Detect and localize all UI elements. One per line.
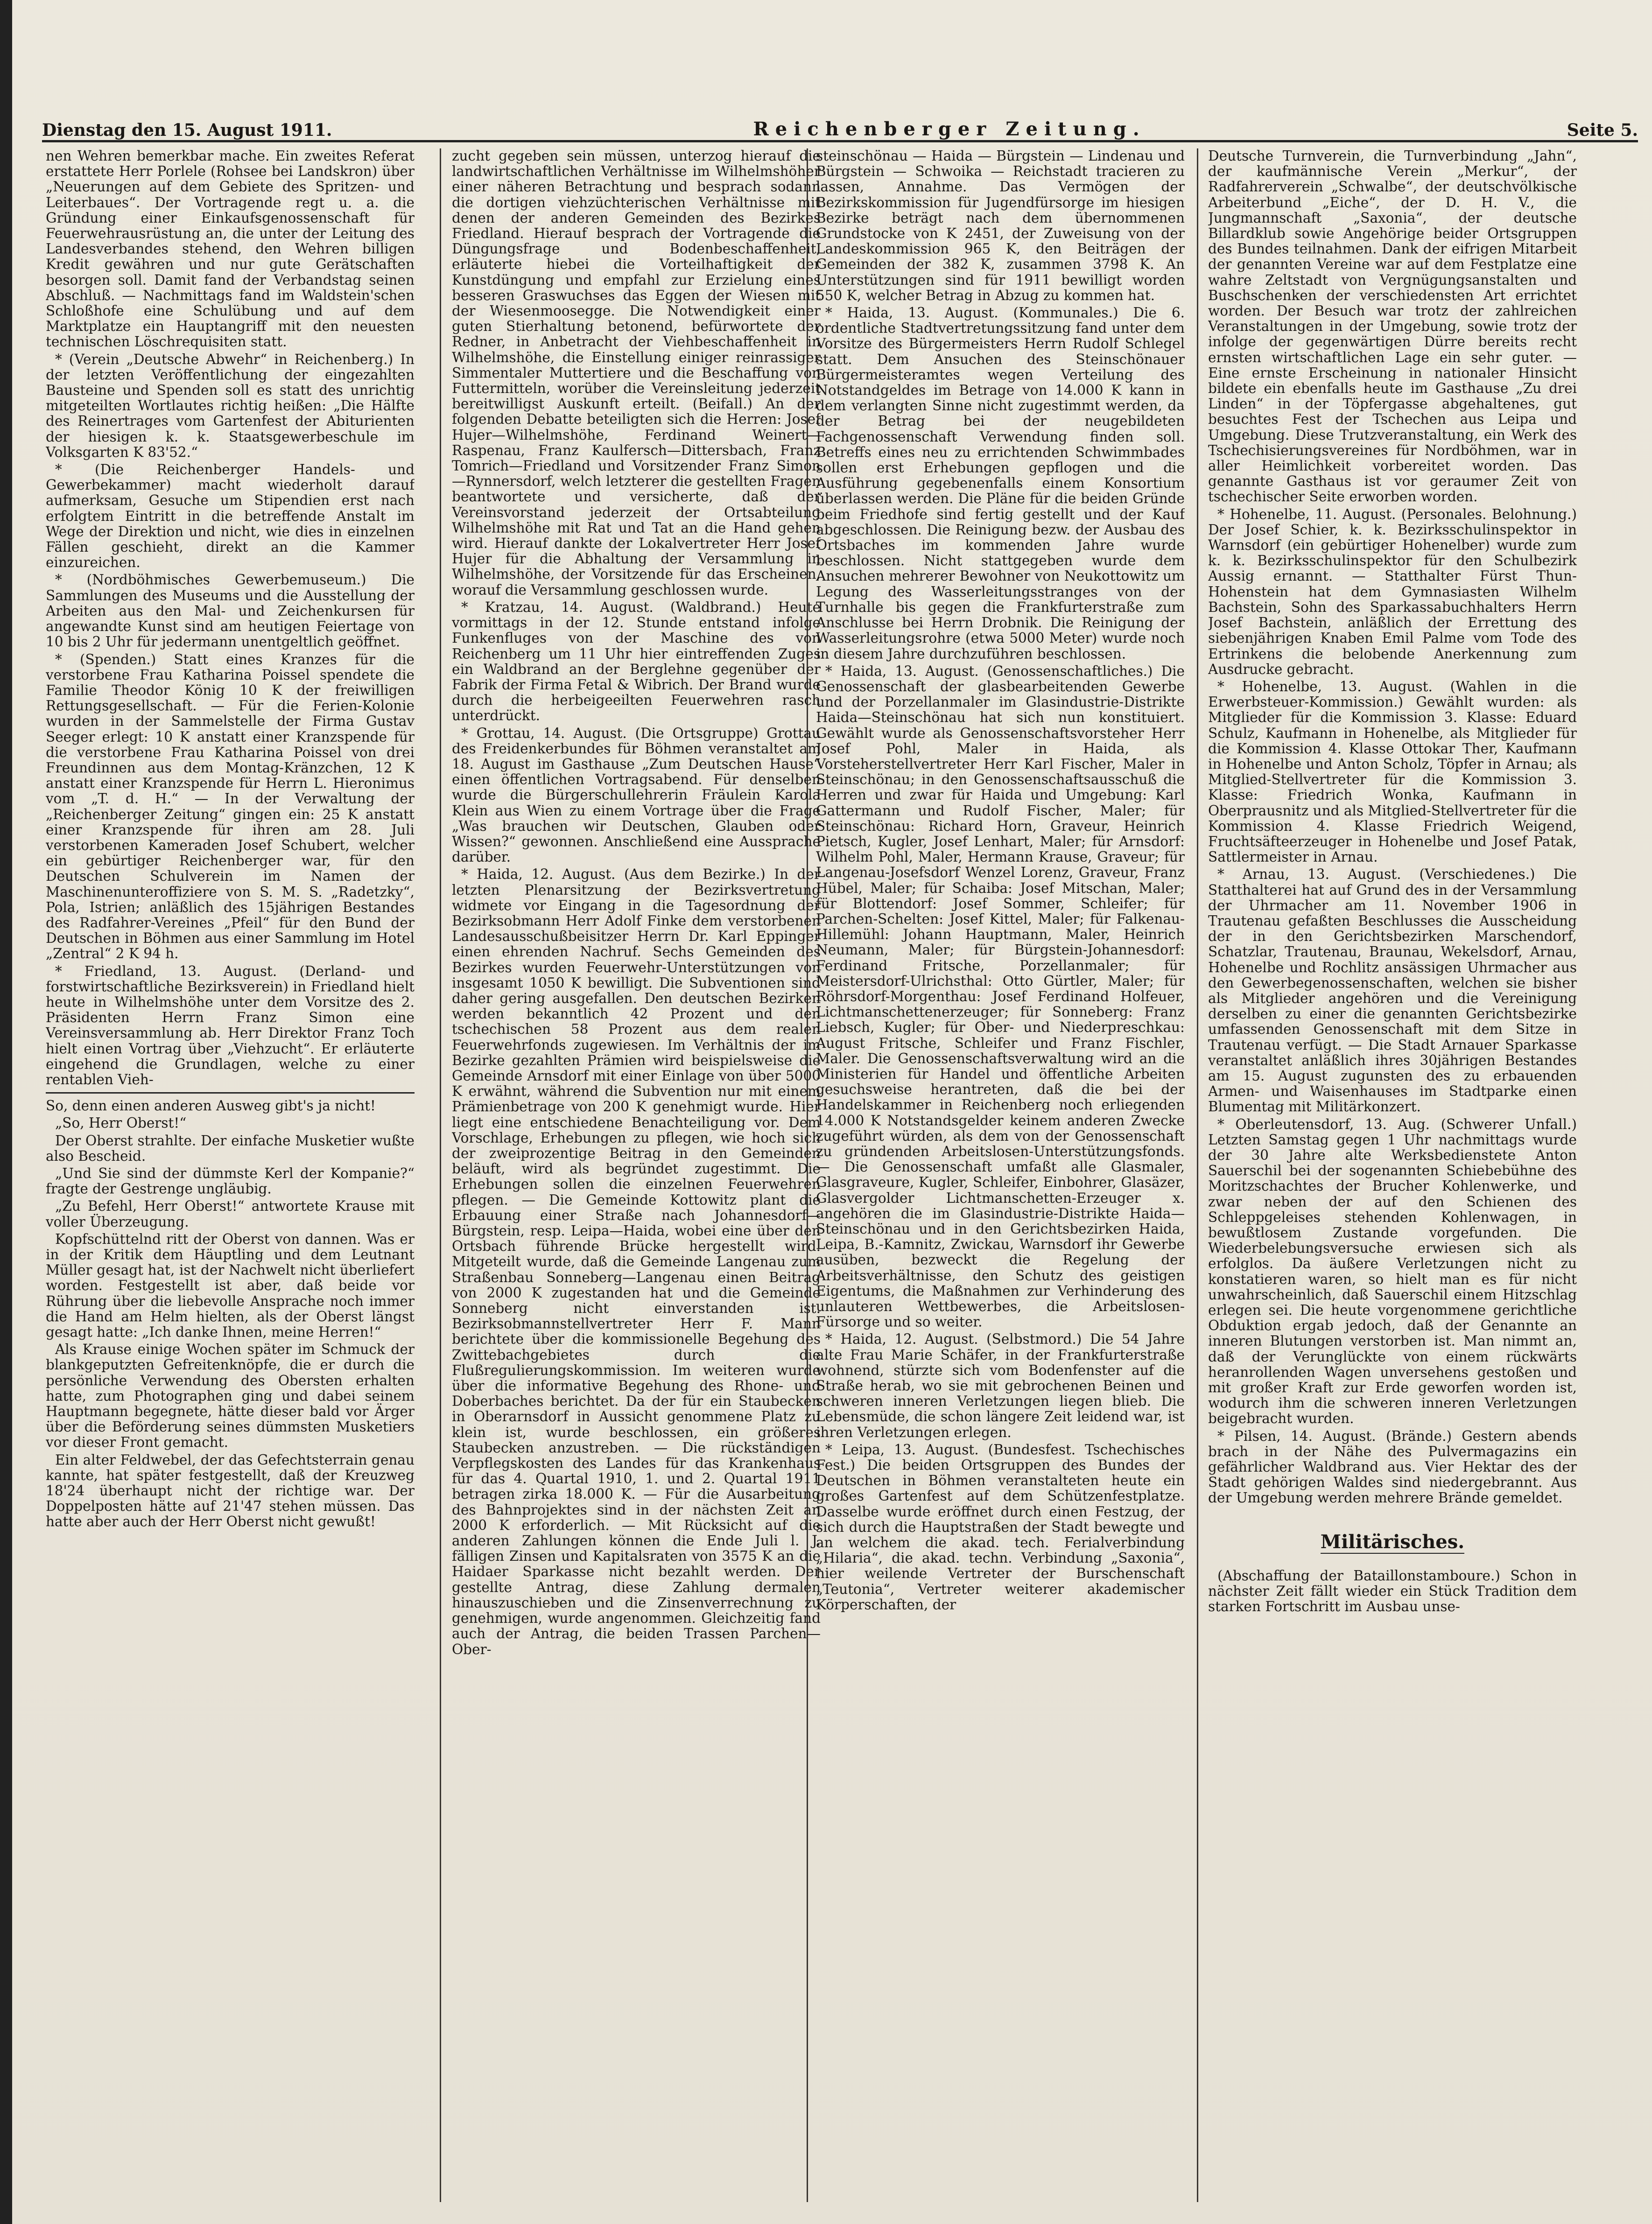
article-paragraph: * (Verein „Deutsche Abwehr“ in Reichenberg.) In der letzten Veröffentlichung der eingezahlten Bausteine und Spenden soll es statt des unrichtig mitgeteilten Wortlautes richtig heißen: „Die Hälfte des Reinertrages vom Gartenfest der Abiturienten der hiesigen k. k. Staatsgewerbeschule im Volksgarten K 83'52.“: [46, 351, 415, 460]
article-paragraph: steinschönau — Haida — Bürgstein — Lindenau und Bürgstein — Schwoika — Reichstadt tracieren zu lassen, Annahme. Das Vermögen der Bezirkskommission für Jugendfürsorge im hiesigen Bezirke beträgt nach dem übernommenen Grundstocke von K 2451, der Zuweisung von der Landeskommission 965 K, den Beiträgen der Gemeinden der 382 K, zusammen 3798 K. An Unterstützungen sind für 1911 bewilligt worden 550 K, welcher Betrag in Abzug zu kommen hat.: [816, 148, 1185, 303]
masthead-rule: [42, 140, 1638, 142]
article-paragraph: * Hohenelbe, 13. August. (Wahlen in die Erwerbsteuer-Kommission.) Gewählt wurden: als Mitglieder für die Kommission 3. Klasse: Eduard Schulz, Kaufmann in Hohenelbe, als Mitglieder für die Kommission 4. Klasse Ottokar Ther, Kaufmann in Hohenelbe und Anton Scholz, Töpfer in Arnau; als Mitglied-Stellvertreter für die Kommission 3. Klasse: Friedrich Wonka, Kaufmann in Oberprausnitz und als Mitglied-Stellvertreter für die Kommission 4. Klasse Friedrich Weigend, Fruchtsäfteerzeuger in Hohenelbe und Josef Patak, Sattlermeister in Arnau.: [1208, 678, 1577, 865]
column-2: [452, 148, 821, 2211]
article-paragraph: * Pilsen, 14. August. (Brände.) Gestern abends brach in der Nähe des Pulvermagazins ein gefährlicher Waldbrand aus. Vier Hektar des der Stadt gehörigen Waldes sind niedergebrannt. Aus der Umgebung werden mehrere Brände gemeldet.: [1208, 1428, 1577, 1506]
column-4: [1208, 148, 1577, 2211]
article-paragraph: * Arnau, 13. August. (Verschiedenes.) Die Statthalterei hat auf Grund des in der Versammlung der Uhrmacher am 11. November 1906 in Trautenau gefaßten Beschlusses die Ausscheidung der in den Gerichtsbezirken Marschendorf, Schatzlar, Trautenau, Braunau, Wekelsdorf, Arnau, Hohenelbe und Rochlitz ansässigen Uhrmacher aus den Gewerbegenossenschaften, welchen sie bisher als Mitglieder angehören und die Vereinigung derselben zu einer die genannten Gerichtsbezirke umfassenden Genossenschaft mit dem Sitze in Trautenau verfügt. — Die Stadt Arnauer Sparkasse veranstaltet anläßlich ihres 30jährigen Bestandes am 15. August zugunsten des zu erbauenden Armen- und Waisenhauses im Stadtparke einen Blumentag mit Militärkonzert.: [1208, 866, 1577, 1115]
story-paragraph: „Zu Befehl, Herr Oberst!“ antwortete Krause mit voller Überzeugung.: [46, 1198, 415, 1230]
scan-edge: [0, 0, 12, 2224]
column-divider: [1197, 148, 1198, 2202]
article-paragraph: * (Die Reichenberger Handels- und Gewerbekammer) macht wiederholt darauf aufmerksam, Gesuche um Stipendien erst nach erfolgtem Eintritt in die betreffende Anstalt im Wege der Direktion und nicht, wie dies in einzelnen Fällen geschieht, direkt an die Kammer einzureichen.: [46, 462, 415, 571]
story-paragraph: Kopfschüttelnd ritt der Oberst von dannen. Was er in der Kritik dem Häuptling und dem Leutnant Müller gesagt hat, ist der Nachwelt nicht überliefert worden. Festgestellt ist aber, daß beide vor Rührung über die liebevolle Ansprache noch immer die Hand am Helm hielten, als der Oberst längst gesagt hatte: „Ich danke Ihnen, meine Herren!“: [46, 1231, 415, 1340]
column-3: [816, 148, 1185, 2211]
article-paragraph: * Kratzau, 14. August. (Waldbrand.) Heute vormittags in der 12. Stunde entstand infolge Funkenfluges von der Maschine des von Reichenberg um 11 Uhr hier eintreffenden Zuges ein Waldbrand an der Berglehne gegenüber der Fabrik der Firma Fetal & Wibrich. Der Brand wurde durch die herbeigeeilten Feuerwehren rasch unterdrückt.: [452, 599, 821, 724]
article-paragraph: * (Nordböhmisches Gewerbemuseum.) Die Sammlungen des Museums und die Ausstellung der Arbeiten aus den Mal- und Zeichenkursen für angewandte Kunst sind am heutigen Feiertage von 10 bis 2 Uhr für jedermann unentgeltlich geöffnet.: [46, 572, 415, 650]
article-paragraph: * Oberleutensdorf, 13. Aug. (Schwerer Unfall.) Letzten Samstag gegen 1 Uhr nachmittags wurde der 30 Jahre alte Werksbedienstete Anton Sauerschil bei der sogenannten Schiebebühne des Moritzschachtes der Brucher Kohlenwerke, und zwar neben der auf den Schienen des Schleppgeleises stehenden Kohlenwagen, in bewußtlosem Zustande vorgefunden. Die Wiederbelebungsversuche erwiesen sich als erfolglos. Da äußere Verletzungen nicht zu konstatieren waren, so hielt man es für nicht unwahrscheinlich, daß Sauerschil einem Hitzschlag erlegen sei. Die heute vorgenommene gerichtliche Obduktion ergab jedoch, daß der Genannte an inneren Blutungen verstorben ist. Man nimmt an, daß der Verunglückte von einem rückwärts heranrollenden Wagen unversehens gestoßen und mit großer Kraft zur Erde geworfen worden ist, wodurch ihm die schweren inneren Verletzungen beigebracht wurden.: [1208, 1116, 1577, 1427]
article-paragraph: * Leipa, 13. August. (Bundesfest. Tschechisches Fest.) Die beiden Ortsgruppen des Bundes der Deutschen in Böhmen veranstalteten heute ein großes Gartenfest auf dem Schützenfestplatze. Dasselbe wurde eröffnet durch einen Festzug, der sich durch die Hauptstraßen der Stadt bewegte und an welchem die akad. tech. Ferialverbindung „Hilaria“, die akad. techn. Verbindung „Saxonia“, hier weilende Vertreter der Burschenschaft „Teutonia“, Vertreter weiterer akademischer Körperschaften, der: [816, 1441, 1185, 1613]
article-paragraph: (Abschaffung der Bataillonstamboure.) Schon in nächster Zeit fällt wieder ein Stück Tradition dem starken Fortschritt im Ausbau unse-: [1208, 1567, 1577, 1615]
article-paragraph: zucht gegeben sein müssen, unterzog hierauf die landwirtschaftlichen Verhältnisse im Wilhelmshöher einer näheren Betrachtung und besprach sodann die dortigen viehzüchterischen Verhältnisse mit denen der anderen Gemeinden des Bezirkes Friedland. Hierauf besprach der Vortragende die Düngungsfrage und Bodenbeschaffenheit, erläuterte hiebei die Vorteilhaftigkeit der Kunstdüngung und empfahl zur Erzielung eines besseren Graswuchses das Eggen der Wiesen mit der Wiesenmoosegge. Die Notwendigkeit einer guten Stierhaltung betonend, befürwortete der Redner, in Anbetracht der Viehbeschaffenheit in Wilhelmshöhe, die Einstellung einiger reinrassiger Simmentaler Muttertiere und die Beschaffung von Futtermitteln, worüber die Vereinsleitung jederzeit bereitwilligst Auskunft erteilt. (Beifall.) An der folgenden Debatte beteiligten sich die Herren: Josef Hujer—Wilhelmshöhe, Ferdinand Weinert—Raspenau, Franz Kaulfersch—Dittersbach, Franz Tomrich—Friedland und Vorsitzender Franz Simon—Rynnersdorf, welch letzterer die gestellten Fragen beantwortete und versicherte, daß der Vereinsvorstand jederzeit der Ortsabteilung Wilhelmshöhe mit Rat und Tat an die Hand gehen wird. Hierauf dankte der Lokalvertreter Herr Josef Hujer für die Abhaltung der Versammlung in Wilhelmshöhe, der Vorsitzende für das Erscheinen, worauf die Versammlung geschlossen wurde.: [452, 148, 821, 598]
issue-date: Dienstag den 15. August 1911.: [42, 120, 332, 140]
article-paragraph: * Haida, 13. August. (Genossenschaftliches.) Die Genossenschaft der glasbearbeitenden Gewerbe und der Porzellanmaler im Glasindustrie-Distrikte Haida—Steinschönau hat sich nun konstituiert. Gewählt wurde als Genossenschaftsvorsteher Herr Josef Pohl, Maler in Haida, als Vorsteherstellvertreter Herr Karl Fischer, Maler in Steinschönau; in den Genossenschaftsausschuß die Herren und zwar für Haida und Umgebung: Karl Gattermann und Rudolf Fischer, Maler; für Steinschönau: Richard Horn, Graveur, Heinrich Pietsch, Kugler, Josef Lenhart, Maler; für Arnsdorf: Wilhelm Pohl, Maler, Hermann Krause, Graveur; für Langenau-Josefsdorf Wenzel Lorenz, Graveur, Franz Hübel, Maler; für Schaiba: Josef Mitschan, Maler; für Blottendorf: Josef Sommer, Schleifer; für Parchen-Schelten: Josef Kittel, Maler; für Falkenau-Hillemühl: Johann Hauptmann, Maler, Heinrich Neumann, Maler; für Bürgstein-Johannesdorf: Ferdinand Fritsche, Porzellanmaler; für Meistersdorf-Ulrichsthal: Otto Gürtler, Maler; für Röhrsdorf-Morgenthau: Josef Ferdinand Holfeuer, Lichtmanschettenerzeuger; für Sonneberg: Franz Liebsch, Kugler; für Ober- und Niederpreschkau: August Fritsche, Schleifer und Franz Fischler, Maler. Die Genossenschaftsverwaltung wird an die Ministerien für Handel und öffentliche Arbeiten gesuchsweise herantreten, daß die bei der Handelskammer in Reichenberg noch erliegenden 14.000 K Notstandsgelder keinem anderen Zwecke zugeführt würden, als dem von der Genossenschaft zu gründenden Arbeitslosen-Unterstützungsfonds. — Die Genossenschaft umfaßt alle Glasmaler, Glasgraveure, Kugler, Schleifer, Einbohrer, Glasäzer, Glasvergolder Lichtmanschetten-Erzeuger x. angehören die im Glasindustrie-Distrikte Haida—Steinschönau und in den Gerichtsbezirken Haida, Leipa, B.-Kamnitz, Zwickau, Warnsdorf ihr Gewerbe ausüben, bezweckt die Regelung der Arbeitsverhältnisse, den Schutz des geistigen Eigentums, die Maßnahmen zur Verhinderung des unlauteren Wettbewerbes, die Arbeitslosen-Fürsorge und so weiter.: [816, 663, 1185, 1330]
column-divider: [440, 148, 441, 2202]
article-paragraph: * Haida, 13. August. (Kommunales.) Die 6. ordentliche Stadtvertretungssitzung fand unter dem Vorsitze des Bürgermeisters Herrn Rudolf Schlegel statt. Dem Ansuchen des Steinschönauer Bürgermeisteramtes wegen Verteilung des Notstandgeldes im Betrage von 14.000 K kann in dem verlangten Sinne nicht zugestimmt werden, da der Betrag bei der neugebildeten Fachgenossenschaft Verwendung finden soll. Betreffs eines neu zu errichtenden Schwimmbades sollen erst Erhebungen gepflogen und die Ausführung gegebenenfalls einem Konsortium überlassen werden. Die Pläne für die beiden Gründe beim Friedhofe sind fertig gestellt und der Kauf abgeschlossen. Die Reinigung bezw. der Ausbau des Ortsbaches im kommenden Jahre wurde beschlossen. Nicht stattgegeben wurde dem Ansuchen mehrerer Bewohner von Neukottowitz um Legung des Wasserleitungsstranges von der Turnhalle bis gegen die Frankfurterstraße zum Anschlusse bei Herrn Drobnik. Die Reinigung der Wasserleitungsrohre (etwa 5000 Meter) wurde noch in diesem Jahre durchzuführen beschlossen.: [816, 305, 1185, 662]
section-title: Militärisches.: [1320, 1530, 1465, 1553]
page-number: Seite 5.: [1567, 120, 1638, 140]
article-paragraph: * Haida, 12. August. (Selbstmord.) Die 54 Jahre alte Frau Marie Schäfer, in der Frankfurterstraße wohnend, stürzte sich vom Bodenfenster auf die Straße herab, wo sie mit gebrochenen Beinen und schweren inneren Verletzungen liegen blieb. Die Lebensmüde, die schon längere Zeit leidend war, ist ihren Verletzungen erlegen.: [816, 1331, 1185, 1440]
story-paragraph: Als Krause einige Wochen später im Schmuck der blankgeputzten Gefreitenknöpfe, die er durch die persönliche Verwendung des Obersten erhalten hatte, zum Photographen ging und dabei seinem Hauptmann begegnete, hätte dieser bald vor Ärger über die Beförderung seines dümmsten Musketiers vor dieser Front gemacht.: [46, 1341, 415, 1451]
story-paragraph: Der Oberst strahlte. Der einfache Musketier wußte also Bescheid.: [46, 1132, 415, 1164]
article-paragraph: Deutsche Turnverein, die Turnverbindung „Jahn“, der kaufmännische Verein „Merkur“, der Radfahrerverein „Schwalbe“, der deutschvölkische Arbeiterbund „Eiche“, der D. H. V., die Jungmannschaft „Saxonia“, der deutsche Billardklub sowie Angehörige beider Ortsgruppen des Bundes teilnahmen. Dank der eifrigen Mitarbeit der genannten Vereine war auf dem Festplatze eine wahre Zeltstadt von Vergnügungsanstalten und Buschschenken der verschiedensten Art errichtet worden. Der Besuch war trotz der zahlreichen Veranstaltungen in der Umgebung, sowie trotz der infolge der gegenwärtigen Dürre bereits recht ernsten wirtschaftlichen Lage ein sehr guter. — Eine ernste Erscheinung in nationaler Hinsicht bildete ein ebenfalls heute im Gasthause „Zu drei Linden“ in der Töpfergasse abgehaltenes, gut besuchtes Fest der Tschechen aus Leipa und Umgebung. Diese Trutzveranstaltung, ein Werk des Tschechisierungsvereines für Nordböhmen, war in aller Heimlichkeit vorbereitet worden. Das genannte Gasthaus ist vor geraumer Zeit von tschechischer Seite erworben worden.: [1208, 148, 1577, 505]
masthead: [42, 106, 1638, 140]
story-divider: [46, 1092, 415, 1094]
article-paragraph: nen Wehren bemerkbar mache. Ein zweites Referat erstattete Herr Porlele (Rohsee bei Landskron) über „Neuerungen auf dem Gebiete des Spritzen- und Leiterbaues“. Der Vortragende regt u. a. die Gründung einer Einkaufsgenossenschaft für Feuerwehrausrüstung an, die unter der Leitung des Landesverbandes stehend, den Wehren billigen Kredit gewähren und nur gute Gerätschaften besorgen soll. Damit fand der Verbandstag seinen Abschluß. — Nachmittags fand im Waldstein'schen Schloßhofe eine Schulübung und auf dem Marktplatze ein Hauptangriff mit den neuesten technischen Löschrequisiten statt.: [46, 148, 415, 350]
article-paragraph: * Haida, 12. August. (Aus dem Bezirke.) In der letzten Plenarsitzung der Bezirksvertretung widmete vor Eingang in die Tagesordnung der Bezirksobmann Herr Adolf Finke dem verstorbenen Landesausschußbeisitzer Herrn Dr. Karl Eppinger einen ehrenden Nachruf. Sechs Gemeinden des Bezirkes wurden Feuerwehr-Unterstützungen von insgesamt 1050 K bewilligt. Die Subventionen sind daher gering ausgefallen. Den deutschen Bezirken werden bekanntlich 42 Prozent und den tschechischen 58 Prozent aus dem realen Feuerwehrfonds zugewiesen. Im Verhältnis der im Bezirke gezahlten Prämien wird beispielsweise die Gemeinde Arnsdorf mit einer Einlage von über 5000 K erwähnt, während die Subvention nur mit einem Prämienbetrage von 200 K genehmigt wurde. Hier liegt eine entschiedene Benachteiligung vor. Dem Vorschlage, Erhebungen zu pflegen, wie hoch sich der zweiprozentige Beitrag in den Gemeinden beläuft, wird als begründet zugestimmt. Die Erhebungen sollen die einzelnen Feuerwehren pflegen. — Die Gemeinde Kottowitz plant die Erbauung einer Straße nach Johannesdorf—Bürgstein, resp. Leipa—Haida, wobei eine über den Ortsbach führende Brücke hergestellt wird. Mitgeteilt wurde, daß die Gemeinde Langenau zum Straßenbau Sonneberg—Langenau einen Beitrag von 2000 K zugestanden hat und die Gemeinde Sonneberg nicht einverstanden ist. Bezirksobmannstellvertreter Herr F. Mann berichtete über die kommissionelle Begehung des Zwittebachgebietes durch die Flußregulierungskommission. Im weiteren wurde über die informative Begehung des Rhone- und Doberbaches berichtet. Da der für ein Staubecken in Oberarnsdorf in Aussicht genommene Platz zu klein ist, wurde beschlossen, ein größeres Staubecken anzustreben. — Die rückständigen Verpflegskosten des Landes für das Krankenhaus für das 4. Quartal 1910, 1. und 2. Quartal 1911 betragen zirka 18.000 K. — Für die Ausarbeitung des Bahnprojektes sind in der nächsten Zeit an 2000 K erforderlich. — Mit Rücksicht auf die anderen Zahlungen können die Ende Juli l. J. fälligen Zinsen und Kapitalsraten von 3575 K an die Haidaer Sparkasse nicht bezahlt werden. Der gestellte Antrag, diese Zahlung dermalen hinauszuschieben und die Zinsenverrechnung zu genehmigen, wurde angenommen. Gleichzeitig fand auch der Antrag, die beiden Trassen Parchen—Ober-: [452, 866, 821, 1657]
newspaper-title: Reichenberger Zeitung.: [753, 118, 1146, 140]
section-heading: [1208, 1530, 1577, 1553]
story-paragraph: Ein alter Feldwebel, der das Gefechtsterrain genau kannte, hat später festgestellt, daß der Kreuzweg 18'24 überhaupt nicht der richtige war. Der Doppelposten hätte auf 21'47 stehen müssen. Das hatte aber auch der Herr Oberst nicht gewußt!: [46, 1452, 415, 1530]
article-paragraph: * Friedland, 13. August. (Derland- und forstwirtschaftliche Bezirksverein) in Friedland hielt heute in Wilhelmshöhe unter dem Vorsitze des 2. Präsidenten Herrn Franz Simon eine Vereinsversammlung ab. Herr Direktor Franz Toch hielt einen Vortrag über „Viehzucht“. Er erläuterte eingehend die Grundlagen, welche zu einer rentablen Vieh-: [46, 963, 415, 1087]
story-paragraph: „So, Herr Oberst!“: [55, 1115, 187, 1131]
story-paragraph: So, denn einen anderen Ausweg gibt's ja nicht!: [46, 1098, 376, 1114]
story-paragraph: „Und Sie sind der dümmste Kerl der Kompanie?“ fragte der Gestrenge ungläubig.: [46, 1165, 415, 1197]
article-paragraph: * Hohenelbe, 11. August. (Personales. Belohnung.) Der Josef Schier, k. k. Bezirksschulinspektor in Warnsdorf (ein gebürtiger Hohenelber) wurde zum k. k. Bezirksschulinspektor für den Schulbezirk Aussig ernannt. — Statthalter Fürst Thun-Hohenstein hat dem Gymnasiasten Wilhelm Bachstein, Sohn des Sparkassabuchhalters Herrn Josef Bachstein, anläßlich der Errettung des siebenjährigen Knaben Emil Palme vom Tode des Ertrinkens die belobende Anerkennung zum Ausdrucke gebracht.: [1208, 506, 1577, 677]
column-1: [46, 148, 415, 2211]
article-paragraph: * Grottau, 14. August. (Die Ortsgruppe) Grottau des Freidenkerbundes für Böhmen veranstaltet am 18. August im Gasthause „Zum Deutschen Hause“ einen öffentlichen Vortragsabend. Für denselben wurde die Bürgerschullehrerin Fräulein Karola Klein aus Wien zu einem Vortrage über die Frage „Was brauchen wir Deutschen, Glauben oder Wissen?“ gewonnen. Anschließend eine Aussprache darüber.: [452, 725, 821, 865]
article-paragraph: * (Spenden.) Statt eines Kranzes für die verstorbene Frau Katharina Poissel spendete die Familie Theodor König 10 K der freiwilligen Rettungsgesellschaft. — Für die Ferien-Kolonie wurden in der Sammelstelle der Firma Gustav Seeger erlegt: 10 K anstatt einer Kranzspende für die verstorbene Frau Katharina Poissel von drei Freundinnen aus dem Montag-Kränzchen, 12 K anstatt einer Kranzspende für Herrn L. Hieronimus vom „T. d. H.“ — In der Verwaltung der „Reichenberger Zeitung“ gingen ein: 25 K anstatt einer Kranzspende für ihren am 28. Juli verstorbenen Kameraden Josef Schubert, welcher ein gebürtiger Reichenberger war, für den Deutschen Schulverein im Namen der Maschinenunteroffiziere von S. M. S. „Radetzky“, Pola, Istrien; anläßlich des 15jährigen Bestandes des Radfahrer-Vereines „Pfeil“ für den Bund der Deutschen in Böhmen aus einer Sammlung im Hotel „Zentral“ 2 K 94 h.: [46, 651, 415, 962]
